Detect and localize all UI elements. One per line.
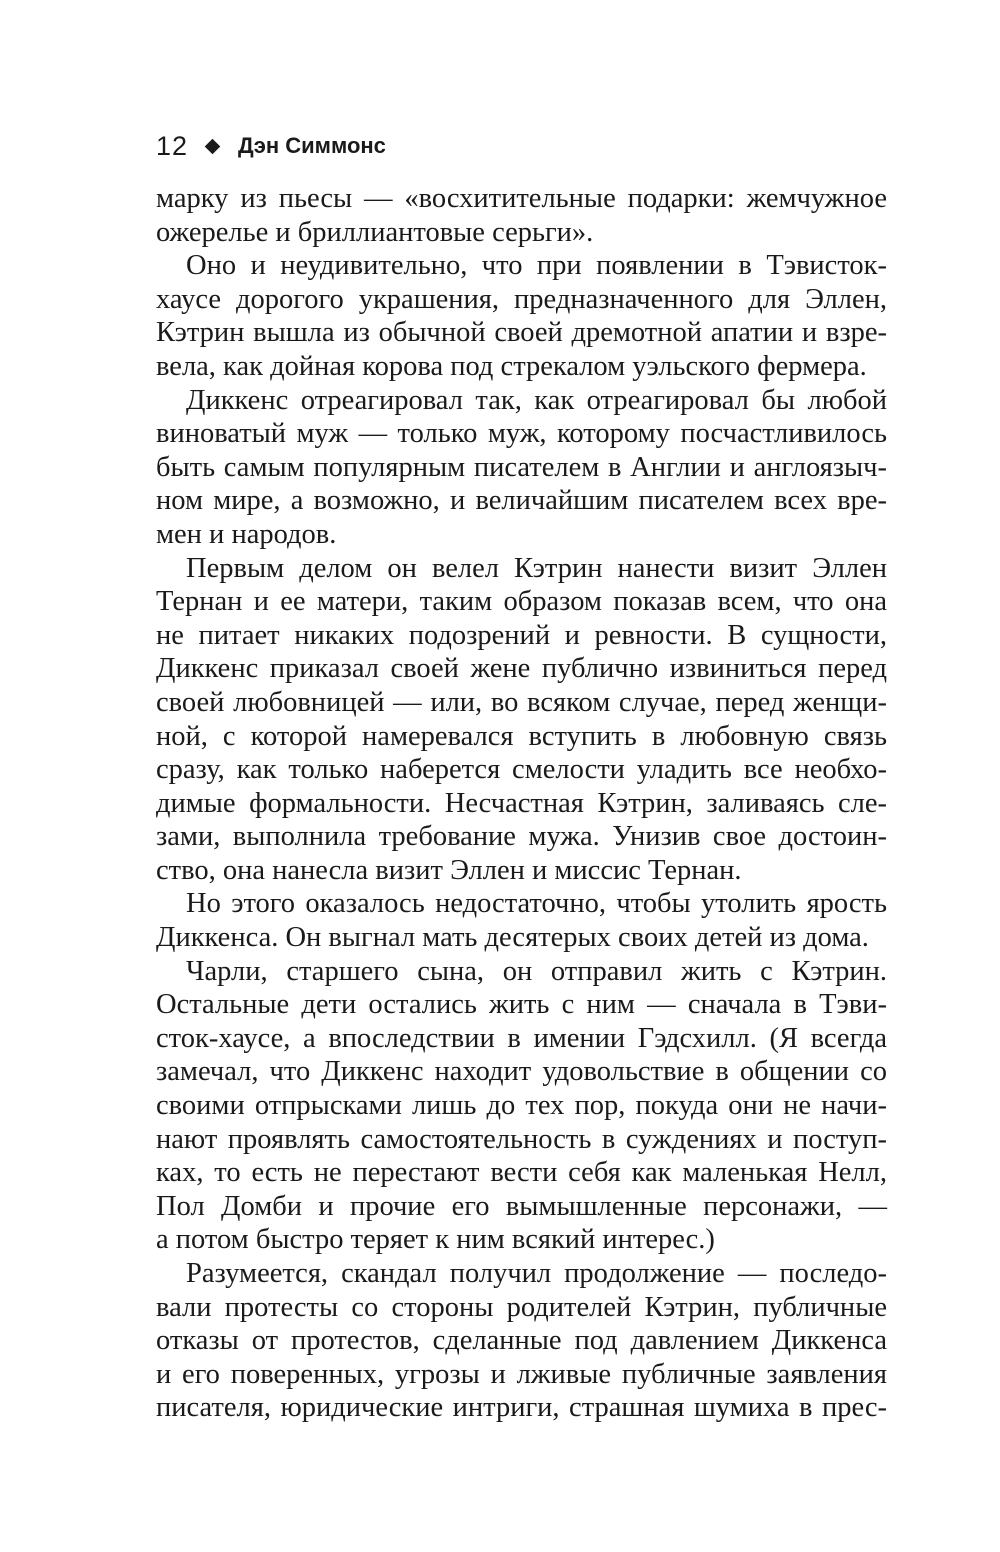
paragraph xyxy=(156,249,887,383)
page-number: 12 xyxy=(156,130,189,161)
text-line: ном мире, а возможно, и величайшим писателем всех вре- xyxy=(156,485,887,517)
text-line: сразу, как только наберется смелости уладить все необхо- xyxy=(156,754,887,786)
paragraph xyxy=(156,552,887,888)
paragraph xyxy=(156,955,887,1257)
text-line: замечал, что Диккенс находит удовольствие в общении со xyxy=(156,1056,887,1088)
text-line: Первым делом он велел Кэтрин нанести визит Эллен xyxy=(186,552,887,584)
text-line: Но этого оказалось недостаточно, чтобы утолить ярость xyxy=(186,888,887,920)
text-line: зами, выполнила требование мужа. Унизив свое достоин- xyxy=(156,821,887,853)
paragraph xyxy=(156,182,887,249)
text-line: мен и народов. xyxy=(156,518,337,550)
text-line: хаусе дорогого украшения, предназначенного для Эллен, xyxy=(156,283,887,315)
text-line: и его поверенных, угрозы и лживые публичные заявления xyxy=(156,1358,887,1390)
text-line: Остальные дети остались жить с ним — сначала в Тэви- xyxy=(156,989,887,1021)
text-line: не питает никаких подозрений и ревности. В сущности, xyxy=(156,619,887,651)
text-line: быть самым популярным писателем в Англии и англоязыч- xyxy=(156,451,887,483)
text-line: димые формальности. Несчастная Кэтрин, заливаясь сле- xyxy=(156,787,887,819)
running-header xyxy=(156,128,386,164)
text-line: ожерелье и бриллиантовые серьги». xyxy=(156,216,594,248)
text-line: своей любовницей — или, во всяком случае, перед женщи- xyxy=(156,686,887,718)
text-line: ках, то есть не перестают вести себя как маленькая Нелл, xyxy=(156,1157,887,1189)
text-line: а потом быстро теряет к ним всякий интерес.) xyxy=(156,1224,715,1256)
text-line: писателя, юридические интриги, страшная шумиха в прес- xyxy=(156,1392,887,1424)
text-line: вали протесты со стороны родителей Кэтрин, публичные xyxy=(156,1291,887,1323)
text-line: вела, как дойная корова под стрекалом уэльского фермера. xyxy=(156,350,867,382)
text-line: Диккенс приказал своей жене публично извиниться перед xyxy=(156,653,887,685)
text-line: Разумеется, скандал получил продолжение — последо- xyxy=(186,1258,887,1289)
text-line: Диккенс отреагировал так, как отреагировал бы любой xyxy=(186,384,887,416)
text-line: Тернан и ее матери, таким образом показав всем, что она xyxy=(156,586,887,618)
text-line: марку из пьесы — «восхитительные подарки: жемчужное xyxy=(156,183,887,214)
text-line: ной, с которой намеревался вступить в любовную связь xyxy=(156,720,887,752)
text-line: Пол Домби и прочие его вымышленные персонажи, — xyxy=(156,1190,887,1222)
text-line: Кэтрин вышла из обычной своей дремотной апатии и взре- xyxy=(156,317,887,349)
paragraph xyxy=(156,887,887,954)
text-line: виноватый муж — только муж, которому посчастливилось xyxy=(156,418,887,450)
running-title-author: Дэн Симмонс xyxy=(238,133,386,158)
text-line: сток-хаусе, а впоследствии в имении Гэдсхилл. (Я всегда xyxy=(156,1022,887,1054)
text-line: Чарли, старшего сына, он отправил жить с Кэтрин. xyxy=(186,955,887,987)
text-line: Диккенса. Он выгнал мать десятерых своих детей из дома. xyxy=(156,922,869,954)
text-line: Оно и неудивительно, что при появлении в Тэвисток- xyxy=(186,250,887,282)
text-line: своими отпрысками лишь до тех пор, покуда они не начи- xyxy=(156,1090,887,1122)
text-line: нают проявлять самостоятельность в суждениях и поступ- xyxy=(156,1123,887,1155)
body-text xyxy=(156,182,887,1425)
paragraph xyxy=(156,1257,887,1425)
text-line: отказы от протестов, сделанные под давлением Диккенса xyxy=(156,1325,887,1357)
text-line: ство, она нанесла визит Эллен и миссис Тернан. xyxy=(156,854,742,886)
diamond-icon xyxy=(205,138,221,154)
paragraph xyxy=(156,384,887,552)
